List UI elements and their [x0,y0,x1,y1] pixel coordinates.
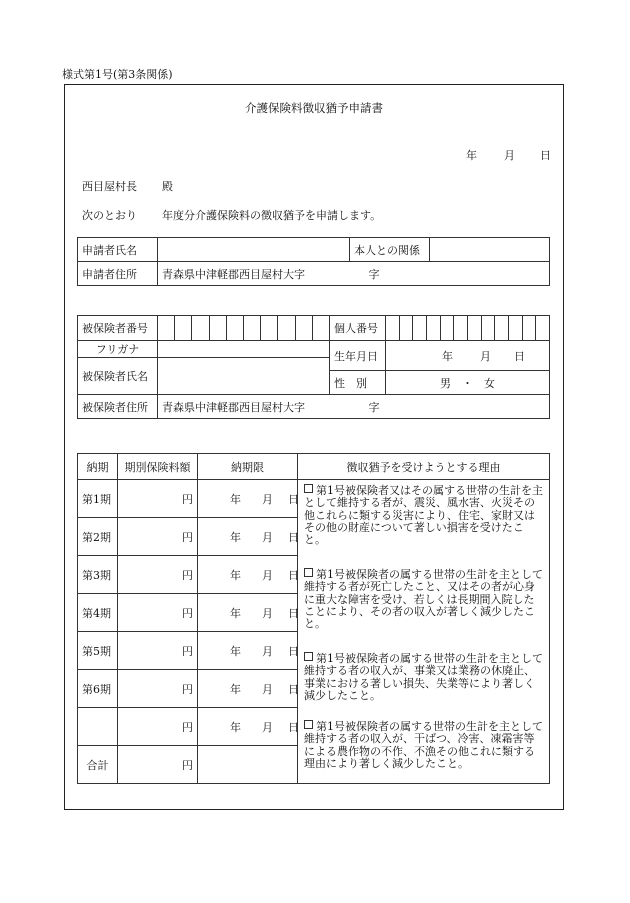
applicant-address-field[interactable] [158,262,550,286]
personal-number-boxes[interactable] [386,316,550,341]
birth-date-label: 生年月日 [330,341,386,371]
insured-address-field[interactable] [158,395,550,419]
due-date-field[interactable]: 年 月 日 [198,708,298,746]
insured-aza-label: 字 [368,400,380,414]
period-label: 第6期 [78,670,118,708]
due-date-field[interactable]: 年 月 日 [198,632,298,670]
insured-address-value: 青森県中津軽郡西目屋村大字 [162,400,305,414]
reason-option-2[interactable]: 第1号被保険者の属する世帯の生計を主として維持する者が死亡したこと、又はその者が心身に重大な障害を受け、若しくは長期間入院したことにより、その者の収入が著しく減少したこと。 [304,568,543,631]
birth-month-label: 月 [480,349,491,363]
intro-rest: 年度分介護保険料の徴収猶予を申請します。 [162,209,382,222]
date-day-label: 日 [540,149,551,162]
amount-field[interactable]: 円 [118,518,198,556]
checkbox-icon[interactable] [304,652,313,661]
applicant-address-value: 青森県中津軽郡西目屋村大字 [162,267,305,281]
birth-day-label: 日 [514,349,525,363]
amount-field[interactable]: 円 [118,594,198,632]
amount-field[interactable]: 円 [118,632,198,670]
addressee-name: 西目屋村長 [82,180,137,193]
period-label: 第1期 [78,480,118,518]
date-month-label: 月 [504,149,515,162]
sex-options[interactable]: 男 ・ 女 [386,371,550,395]
applicant-aza-label: 字 [368,267,380,281]
table-row [78,480,550,518]
total-empty-cell [198,746,298,784]
total-label: 合計 [78,746,118,784]
insured-name-label: 被保険者氏名 [78,358,158,395]
due-date-field[interactable]: 年 月 日 [198,518,298,556]
birth-date-field[interactable] [386,341,550,371]
header-period: 納期 [78,454,118,480]
applicant-name-label: 申請者氏名 [78,238,158,262]
date-year-label: 年 [466,149,477,162]
header-amount: 期別保険料額 [118,454,198,480]
amount-field[interactable]: 円 [118,670,198,708]
insured-number-boxes[interactable] [158,316,330,341]
personal-number-label: 個人番号 [330,316,386,341]
insured-number-label: 被保険者番号 [78,316,158,341]
insured-name-field[interactable] [158,358,330,395]
insured-table [77,315,550,419]
checkbox-icon[interactable] [304,568,313,577]
reason-option-1[interactable]: 第1号被保険者又はその属する世帯の生計を主として維持する者が、震災、風水害、火災その他これらに類する災害により、住宅、家財又はその他の財産について著しい損害を受けたこと。 [304,484,543,547]
due-date-field[interactable]: 年 月 日 [198,480,298,518]
payment-schedule-table [77,453,550,784]
birth-year-label: 年 [442,349,453,363]
addressee [82,178,173,194]
period-label: 第2期 [78,518,118,556]
applicant-name-field[interactable] [158,238,350,262]
sex-label: 性 別 [330,371,386,395]
reason-option-4[interactable]: 第1号被保険者の属する世帯の生計を主として維持する者の収入が、干ばつ、冷害、凍霜害等による農作物の不作、不漁その他これに類する理由により著しく減少したこと。 [304,720,543,770]
period-label: 第4期 [78,594,118,632]
furigana-label: フリガナ [78,341,158,358]
due-date-field[interactable]: 年 月 日 [198,670,298,708]
applicant-table [77,237,550,286]
furigana-field[interactable] [158,341,330,358]
header-due-date: 納期限 [198,454,298,480]
intro-sentence [82,207,382,223]
relation-field[interactable] [430,238,550,262]
reason-option-3[interactable]: 第1号被保険者の属する世帯の生計を主として維持する者の収入が、事業又は業務の休廃止、事業における著しい損失、失業等により著しく減少したこと。 [304,652,543,702]
amount-field[interactable]: 円 [118,480,198,518]
total-amount-field[interactable]: 円 [118,746,198,784]
intro-prefix: 次のとおり [82,209,137,222]
insured-address-label: 被保険者住所 [78,395,158,419]
period-label[interactable] [78,708,118,746]
due-date-field[interactable]: 年 月 日 [198,556,298,594]
form-title: 介護保険料徴収猶予申請書 [245,101,383,115]
form-number: 様式第1号(第3条関係) [62,68,173,81]
amount-field[interactable]: 円 [118,556,198,594]
addressee-honorific: 殿 [162,180,173,193]
reason-options [298,480,550,784]
period-label: 第3期 [78,556,118,594]
checkbox-icon[interactable] [304,720,313,729]
relation-label: 本人との関係 [350,238,430,262]
due-date-field[interactable]: 年 月 日 [198,594,298,632]
applicant-address-label: 申請者住所 [78,262,158,286]
amount-field[interactable]: 円 [118,708,198,746]
checkbox-icon[interactable] [304,484,313,493]
period-label: 第5期 [78,632,118,670]
header-reason: 徴収猶予を受けようとする理由 [298,454,550,480]
